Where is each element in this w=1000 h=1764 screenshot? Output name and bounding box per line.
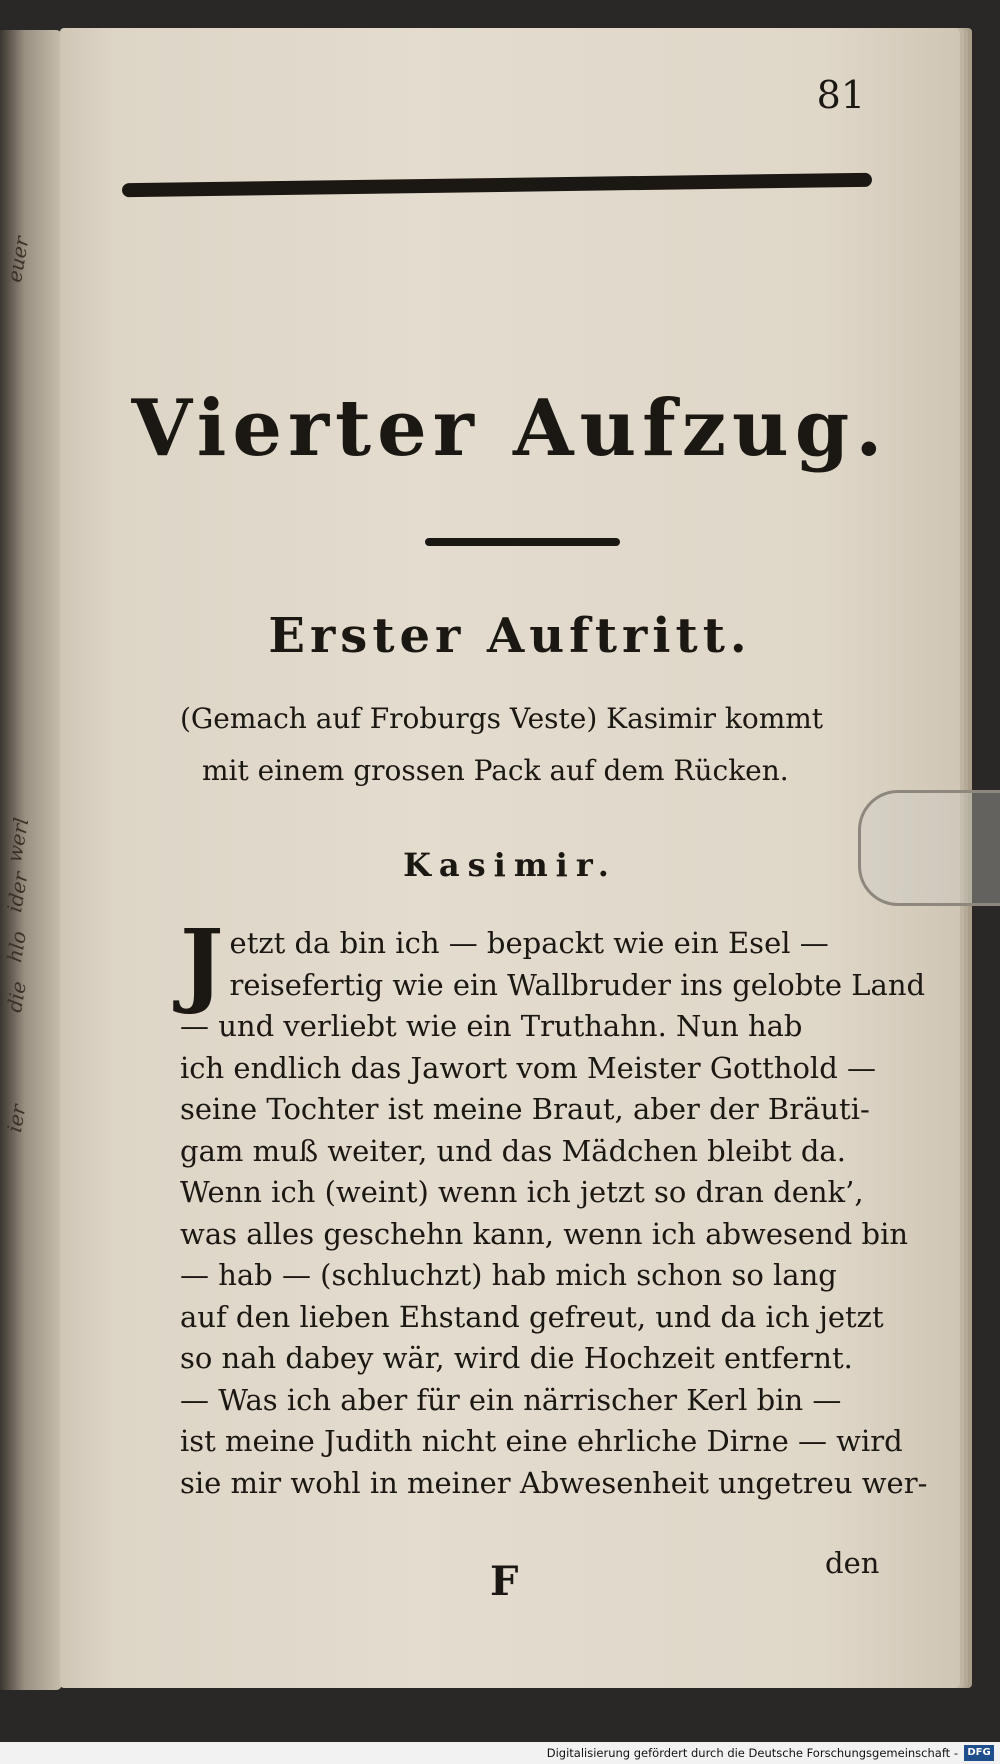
speech-line: — hab — (schluchzt) hab mich schon so lang [180,1258,837,1292]
footer-credit: Digitalisierung gefördert durch die Deutsche Forschungsgemeinschaft - [546,1746,958,1760]
speaker-name: Kasimir. [403,846,617,884]
speech-line: so nah dabey wär, wird die Hochzeit entfernt. [180,1341,853,1375]
speech-line: sie mir wohl in meiner Abwesenheit ungetreu wer- [180,1465,928,1500]
left-page-fragment: werl [2,815,34,865]
page-clip [858,790,1000,906]
middle-rule [425,538,620,546]
book-page [60,28,960,1688]
drop-cap: J [180,909,224,1017]
speech-line: seine Tochter ist meine Braut, aber der Bräuti- [180,1092,870,1126]
catchword: den [825,1546,880,1580]
speech-line: was alles geschehn kann, wenn ich abwesend bin [180,1216,909,1251]
left-page-fragment: euer [2,234,34,285]
left-page-fragment: ider [2,870,33,915]
top-rule [122,173,872,197]
speech-line: auf den lieben Ehstand gefreut, und da ich jetzt [180,1299,884,1334]
left-page-fragment: ier [2,1102,31,1135]
stage-direction-line: mit einem grossen Pack auf dem Rücken. [202,754,789,787]
speech-text [180,909,935,1504]
stage-direction-line: (Gemach auf Froburgs Veste) Kasimir kommt [180,702,824,735]
signature-mark: F [490,1558,519,1605]
speech-line: gam muß weiter, und das Mädchen bleibt da. [180,1133,846,1168]
footer-bar [0,1742,1000,1764]
speech-line: ich endlich das Jawort vom Meister Gotthold — [180,1050,876,1085]
act-title: Vierter Aufzug. [131,383,889,474]
speech-line: ist meine Judith nicht eine ehrliche Dirne — wird [180,1424,903,1458]
speech-line: — und verliebt wie ein Truthahn. Nun hab [180,1009,803,1043]
speech-line: etzt da bin ich — bepackt wie ein Esel — [229,926,829,960]
left-page-fragment: hlo [2,929,32,965]
left-page-edge [0,30,62,1690]
scene-title: Erster Auftritt. [268,608,752,664]
speech-line: reisefertig wie ein Wallbruder ins gelobte Land [229,967,926,1002]
left-page-fragment: die [2,979,32,1015]
page-number: 81 [816,73,865,117]
speech-line: — Was ich aber für ein närrischer Kerl bin — [180,1382,842,1417]
stage-direction [180,693,890,797]
speech-line: Wenn ich (weint) wenn ich jetzt so dran denk’, [180,1175,864,1209]
dfg-logo-icon: DFG [964,1745,994,1761]
